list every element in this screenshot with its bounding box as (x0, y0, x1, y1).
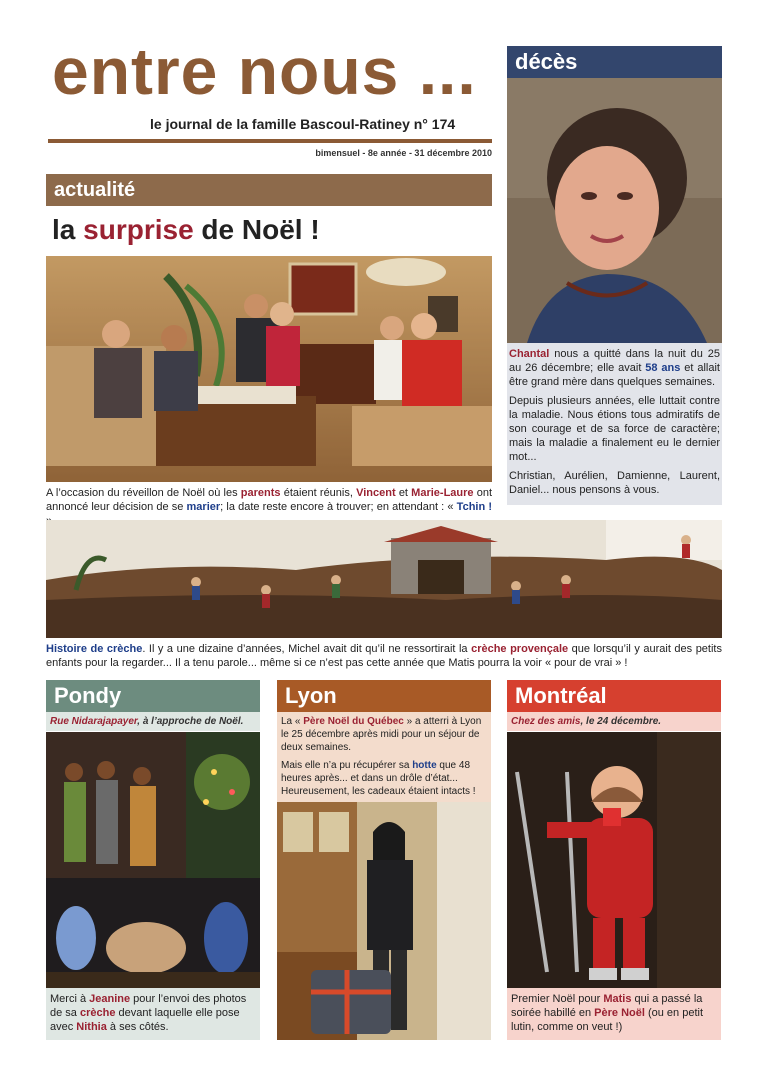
chantal-portrait (507, 78, 722, 343)
caption-text: étaient réunis, (280, 487, 357, 499)
lyon-text: » a atterri à Lyon le 25 décembre après midi pour un séjour de deux semaines. (281, 716, 482, 753)
lyon-intro (277, 712, 491, 802)
creche-caption (46, 642, 722, 670)
montreal-text: (ou en petit lutin, comme on veut !) (511, 1007, 704, 1033)
pondy-street: Rue Nidarajapayer (50, 716, 138, 727)
pondy-subtitle (46, 712, 260, 731)
issue-line: bimensuel - 8e année - 31 décembre 2010 (315, 148, 492, 158)
creche-text: que lorsqu’il y aurait des petits enfants pour la regarder... Il a tenu parole... même si ce n’est pas cette année que Matis pourra la voir « pour de vrai » ! (46, 643, 722, 669)
pondy-sub-text: , à l’approche de Noël. (137, 716, 244, 727)
montreal-subtitle (507, 712, 721, 731)
pondy-caption (46, 988, 260, 1040)
lyon-pere-noel-quebec: Père Noël du Québec (303, 716, 404, 727)
creche-history: Histoire de crèche (46, 643, 143, 655)
deces-chantal: Chantal (509, 348, 550, 360)
deces-text (507, 343, 722, 505)
pondy-text: à ses côtés. (106, 1021, 169, 1033)
pondy-jeanine: Jeanine (89, 993, 131, 1005)
lyon-band: Lyon (277, 680, 491, 712)
creche-panorama-photo (46, 520, 722, 638)
deces-text-span: et allait être grand mère dans quelques semaines. (509, 362, 720, 388)
deces-paragraph-3: Christian, Aurélien, Damienne, Laurent, Daniel... nous pensons à vous. (509, 470, 720, 496)
deces-band: décès (507, 46, 722, 78)
deces-text-span: nous a quitté dans la nuit du 25 au 26 décembre; elle avait (509, 348, 720, 374)
lyon-paragraph-2 (281, 759, 487, 798)
pondy-creche: crèche (79, 1007, 116, 1019)
caption-text: ; la date reste encore à trouver; en attendant : « (220, 501, 457, 513)
montreal-band: Montréal (507, 680, 721, 712)
caption-text: et (395, 487, 412, 499)
caption-text: ont annoncé leur décision de se (46, 487, 492, 513)
lyon-hotte: hotte (412, 760, 437, 771)
family-toast-photo (46, 256, 492, 482)
headline-post: de Noël ! (193, 214, 320, 245)
lyon-paragraph-1 (281, 715, 487, 754)
montreal-pere-noel: Père Noël (594, 1007, 645, 1019)
masthead-subtitle: le journal de la famille Bascoul-Ratiney n° 174 (150, 116, 456, 132)
montreal-sub-text: , le 24 décembre. (580, 716, 662, 727)
caption-vincent: Vincent (356, 487, 396, 499)
montreal-place: Chez des amis (511, 716, 581, 727)
caption-marier: marier (186, 501, 221, 513)
lyon-photo-suitcase (277, 802, 491, 1040)
headline-pre: la (52, 214, 84, 245)
caption-text: A l’occasion du réveillon de Noël où les (46, 487, 241, 499)
headline-highlight: surprise (83, 214, 194, 245)
montreal-text: Premier Noël pour (511, 993, 604, 1005)
montreal-caption (507, 988, 721, 1040)
masthead-rule (48, 139, 492, 143)
pondy-nithia: Nithia (76, 1021, 107, 1033)
pondy-text: devant laquelle elle pose avec (50, 1007, 240, 1033)
deces-age: 58 ans (645, 362, 681, 374)
lyon-text: que 48 heures après... et dans un drôle d’état... Heureusement, les cadeaux étaient intacts ! (281, 760, 476, 797)
pondy-photo-women (46, 732, 260, 878)
pondy-band: Pondy (46, 680, 260, 712)
montreal-photo-baby (507, 732, 721, 988)
pondy-text: pour l’envoi des photos de sa (50, 993, 247, 1019)
caption-marie-laure: Marie-Laure (411, 487, 474, 499)
deces-paragraph-1 (509, 347, 720, 389)
caption-tchin: Tchin ! (456, 501, 493, 513)
actualite-band: actualité (46, 174, 492, 206)
montreal-matis: Matis (603, 993, 632, 1005)
pondy-text: Merci à (50, 993, 90, 1005)
pondy-photo-creche (46, 878, 260, 988)
montreal-text: qui a passé la soirée habillé en (511, 993, 703, 1019)
lyon-text: La « (281, 716, 304, 727)
lyon-text: Mais elle n’a pu récupérer sa (281, 760, 413, 771)
creche-text: . Il y a une dizaine d’années, Michel avait dit qu’il ne ressortirait la (142, 643, 472, 655)
deces-paragraph-2: Depuis plusieurs années, elle luttait contre la maladie. Nous étions tous admiratifs de son courage et de sa force de caractère; mais la maladie a finalement eu le dernier mot... (509, 395, 720, 463)
caption-parents: parents (240, 487, 281, 499)
creche-provencale: crèche provençale (471, 643, 569, 655)
masthead-title: entre nous ... (52, 34, 477, 108)
actualite-headline (52, 214, 320, 246)
